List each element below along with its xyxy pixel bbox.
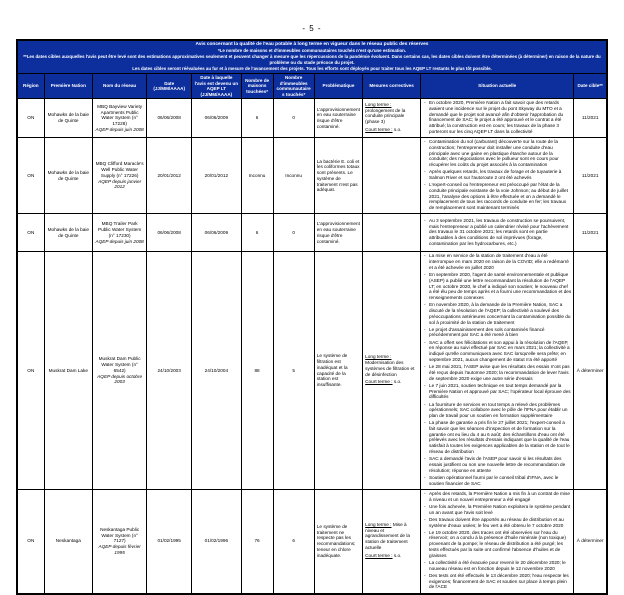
situation-bullet: - Soutien opérationnel fourni par le conseil tribal d'IFNA, avec le soutien financier de SAC (423, 475, 571, 486)
situation-bullet: - SAC a demandé l'avis de l'ASEP pour savoir si les résultats des essais justifient ou non une nouvelle lettre de recommandation de résolution; réponse en attente (423, 456, 571, 473)
cell-immeubles: Inconnu (273, 138, 314, 214)
situation-bullet: - Après quelques retards, les travaux de forage et de tuyauterie à Salmon River et sur l'autoroute 2 ont été achevés (423, 169, 571, 180)
situation-bullet: - En octobre 2020, Première Nation a fait savoir que des retards avaient une incidence sur le projet du pont Skyway du MTO et a demandé que le projet soit avancé afin d'obtenir l'approbation du financement de SAC; le projet a été approuvé et le contrat a été attribué; la construction est en cours; les travaux de la phase 3 porteront sur les cinq AQEP LT dans la collectivité (423, 100, 571, 134)
reseau-name: MBQ Clifford Maracle's Well Public Water Supply (n° 17226) (95, 161, 144, 178)
cell-date-aqep-lt: 01/02/1996 (192, 489, 242, 593)
cell-date-cible: À déterminer (574, 489, 607, 593)
reseau-name: MBQ Bayview Variety Apartments Public Water System (n° 17228) (97, 103, 143, 127)
situation-bullet: - Le projet d'assainissement des sols contaminés financé précédemment par SAC a été mené à bien (423, 327, 571, 338)
cell-mesures (363, 99, 421, 138)
long-terme-label: Long terme : (365, 354, 392, 360)
reseau-aqep-since: AQEP depuis octobre 2003 (97, 373, 143, 385)
cell-problematique: L'approvisionnement en eau souterraine risque d'être contaminé. (314, 214, 362, 252)
cell-maisons: 76 (241, 489, 273, 593)
mesure-court-terme (365, 553, 418, 559)
cell-date: 06/06/2008 (147, 214, 192, 252)
cell-mesures (363, 138, 421, 214)
cell-situation (420, 214, 573, 252)
situation-bullet: - La fourniture de services en tout temps a relevé des problèmes opérationnels; SAC collabore avec le pôle de l'IFNA pour établir un plan de travail pour un soutien en formation supplémentaire (423, 402, 571, 419)
situation-bullet: - Des tests ont été effectués le 13 décembre 2020; l'eau respecte les exigences; financement de SAC et soutien sur place à temps plein de l'ACE (423, 573, 571, 590)
col-nom-reseau: Nom du réseau (93, 74, 147, 99)
table-row (17, 138, 607, 214)
table-row (17, 99, 607, 138)
long-terme-text: Mise à niveau et agrandissement de la station de traitement actuelle (365, 522, 410, 550)
cell-premiere-nation: Mohawks de la baie de Quinte (44, 138, 92, 214)
header-notes (17, 40, 607, 74)
situation-bullet: - Le 7 juin 2021, soutien technique en tout temps demandé par la Première Nation et approuvé par SAC; l'opérateur local éprouve des difficultés (423, 383, 571, 400)
col-premiere-nation: Première Nation (44, 74, 92, 99)
col-problematique: Problématique (314, 74, 362, 99)
cell-immeubles: 5 (273, 252, 314, 489)
col-date: Date (JJ/MM/AAAA) (147, 74, 192, 99)
cell-situation (420, 99, 573, 138)
cell-immeubles: 0 (273, 214, 314, 252)
court-terme-label: Court terme : (365, 126, 393, 132)
cell-premiere-nation: Neskantaga (44, 489, 92, 593)
reseau-name: Muskrat Dam Public Water System (n° 6542) (98, 356, 141, 373)
table-title: Avis concernant la qualité de l'eau potable à long terme en vigueur dans le réseau public des réserves (195, 42, 429, 47)
reseau-aqep-since: AQEP depuis juin 2008 (95, 126, 144, 132)
cell-date-aqep-lt: 06/06/2009 (192, 99, 242, 138)
cell-immeubles: 0 (273, 99, 314, 138)
col-situation: Situation actuelle (420, 74, 573, 99)
cell-situation (420, 138, 573, 214)
reseau-aqep-since: AQEP depuis juin 2008 (95, 238, 144, 244)
long-terme-text: Modernisation des systèmes de filtration et de désinfection (365, 360, 415, 377)
cell-date: 06/06/2008 (147, 99, 192, 138)
col-region: Région (17, 74, 44, 99)
court-terme-text: s.o. (393, 552, 402, 558)
table-row (17, 252, 607, 489)
cell-problematique: Le système de filtration est inadéquat et la capacité de la station est insuffisante. (314, 252, 362, 489)
cell-mesures (363, 214, 421, 252)
mesure-long-terme (365, 102, 418, 125)
situation-bullet: - En septembre 2020, l'agent de santé environnementale et publique (ASEP) a publié une lettre recommandant la résolution de l'AQEP LT; en octobre 2020, le chef a indiqué son soutien; le nouveau chef a été élu peu de temps après et a fourni une recommandation et des renseignements connexes (423, 272, 571, 301)
situation-bullet: - Des travaux doivent être apportés au réseau de distribution et au système d'eaux usées; le feu vert a été obtenu le 7 octobre 2020 (423, 517, 571, 528)
cell-date-aqep-lt: 06/06/2009 (192, 214, 242, 252)
reseau-name: MBQ Trailer Park Public Water System (n° 17230) (97, 221, 142, 238)
situation-bullet: - Au 3 septembre 2021, les travaux de construction se poursuivent, mais l'entrepreneur a publié un calendrier révisé pour l'achèvement des travaux le 31 octobre 2021; les retards sont en partie attribuables à des conditions de sol imprévues (forage, contamination par les hydrocarbures, etc.) (423, 218, 571, 247)
col-maisons: Nombre de maisons touchées* (241, 74, 273, 99)
cell-problematique: La bactérie E. coli et les coliformes totaux sont présents. Le système de traitement n'est pas adéquat. (314, 138, 362, 214)
situation-bullet: - Le 28 mai 2021, l'ASEP avise que les résultats des essais n'ont pas été reçus depuis l'automne 2020; la recommandation de lever l'avis de septembre 2020 exige une autre série d'essais (423, 364, 571, 381)
mesure-long-terme (365, 522, 418, 551)
cell-premiere-nation: Mohawks de la baie de Quinte (44, 99, 92, 138)
cell-premiere-nation: Muskrat Dam Lake (44, 252, 92, 489)
situation-bullet: - La phase de garantie a pris fin le 27 juillet 2021; l'expert-conseil a fait savoir que les séances d'inspection et de formation sur la garantie ont eu lieu du 4 au 6 août; des échantillons d'eau ont été prélevés avec les résultats d'essais indiquant que la qualité de l'eau satisfait à toutes les exigences applicables de la station et de tout le réseau de distribution (423, 420, 571, 454)
cell-date-cible: 11/2021 (574, 214, 607, 252)
long-terme-label: Long terme : (365, 522, 392, 528)
reseau-name: Neskantaga Public Water System (n° 7127) (100, 526, 140, 544)
cell-date-cible: À déterminer (574, 252, 607, 489)
situation-bullet: - SAC a offert ses félicitations et son appui à la résolution de l'AQEP, en réponse au suivi effectué par SAC en mars 2021; la collectivité a indiqué qu'elle communiquera avec SAC lorsqu'elle sera prête; en septembre 2021, aucun changement de statut n'a été apporté (423, 340, 571, 363)
notes-row (17, 40, 607, 74)
cell-region: ON (17, 138, 44, 214)
cell-immeubles: 6 (273, 489, 314, 593)
table-row (17, 489, 607, 593)
cell-mesures (363, 252, 421, 489)
advisories-table (16, 39, 608, 595)
cell-maisons: 6 (241, 214, 273, 252)
cell-nom-reseau (93, 138, 147, 214)
cell-maisons: 6 (241, 99, 273, 138)
cell-region: ON (17, 252, 44, 489)
cell-problematique: Le système de traitement ne respecte pas les recommandations; teneur en chlore inadéquate. (314, 489, 362, 593)
mesure-long-terme (365, 354, 418, 377)
court-terme-text: s.o. (393, 379, 402, 385)
situation-bullet: - La collectivité a été évacuée pour revenir le 20 décembre 2020; le nouveau réseau est en fonction depuis le 12 novembre 2020 (423, 560, 571, 571)
cell-region: ON (17, 214, 44, 252)
situation-bullet: - En novembre 2020, à la demande de la Première Nation, SAC a discuté de la résolution de l'AQEP; la collectivité a soulevé des préoccupations antérieures concernant la contamination possible du sol à proximité de la station de traitement (423, 302, 571, 325)
court-terme-label: Court terme : (365, 552, 393, 558)
cell-region: ON (17, 489, 44, 593)
table-row (17, 214, 607, 252)
cell-situation (420, 489, 573, 593)
cell-maisons: 88 (241, 252, 273, 489)
cell-date: 20/01/2012 (147, 138, 192, 214)
cell-nom-reseau (93, 214, 147, 252)
reseau-aqep-since: AQEP depuis février 1995 (98, 544, 141, 555)
situation-bullet: - La mise en service de la station de traitement d'eau a été interrompue en mars 2020 en raison de la COVID; elle a redémarré et a été achevée en juillet 2020 (423, 253, 571, 270)
note-estimation: *Le nombre de maisons et d'immeubles communautaires touchés n'est qu'une estimation. (217, 48, 407, 54)
cell-maisons: Inconnu (241, 138, 273, 214)
cell-problematique: L'approvisionnement en eau souterraine risque d'être contaminé. (314, 99, 362, 138)
cell-situation (420, 252, 573, 489)
cell-region: ON (17, 99, 44, 138)
cell-date-aqep-lt: 20/01/2012 (192, 138, 242, 214)
mesure-court-terme (365, 127, 418, 133)
reseau-aqep-since: AQEP depuis janvier 2012 (98, 178, 142, 190)
long-terme-label: Long terme : (365, 101, 392, 107)
cell-nom-reseau (93, 252, 147, 489)
col-date-aqep-lt: Date à laquelle l'avis est devenu un AQEP LT (JJ/MM/AAAA) (192, 74, 242, 99)
cell-date-cible: 11/2021 (574, 138, 607, 214)
cell-nom-reseau (93, 99, 147, 138)
col-mesures: Mesures correctives (363, 74, 421, 99)
cell-date-cible: 11/2021 (574, 99, 607, 138)
col-immeubles: Nombre d'immeubles communautaires touchés* (273, 74, 314, 99)
situation-bullet: - Le 19 octobre 2020, des traces ont été observées sur l'eau du réservoir; on a conclu à la présence d'huile minérale (non toxique) provenant de la pompe; le réseau de distribution a été purgé; les tests effectués par la suite ont confirmé l'absence d'huiles et de graisses (423, 530, 571, 559)
note-dates-cibles: **Les dates cibles auxquelles l'avis peut être levé sont des estimations approximatives seulement et peuvent changer à mesure que les répercussions de la pandémie évoluent. Dans certains cas, les dates cibles doivent être déterminées (à déterminer) en raison de la nature du problème ou du stade précoce du projet. (23, 54, 601, 66)
cell-mesures (363, 489, 421, 593)
column-header-row (17, 74, 607, 99)
situation-bullet: - Une fois achevée, la Première Nation exploitera le système pendant un an avant que l'avis soit levé (423, 504, 571, 515)
note-reevaluation: Les dates cibles seront réévaluées au fur et à mesure de l'avancement des projets. Tous les efforts sont déployés pour traiter tous les AQEP LT restants le plus tôt possible. (132, 66, 492, 72)
situation-bullet: - Après des retards, la Première Nation a mis fin à un contrat de mise à niveau et un nouvel entrepreneur a été engagé (423, 491, 571, 502)
table-body (17, 99, 607, 594)
long-terme-text: prolongement de la conduite principale (phase 3) (365, 107, 406, 125)
mesure-court-terme (365, 379, 418, 385)
cell-premiere-nation: Mohawks de la baie de Quinte (44, 214, 92, 252)
cell-date: 24/10/2003 (147, 252, 192, 489)
page-number: - 5 - (302, 24, 322, 33)
situation-bullet: - L'expert-conseil ou l'entrepreneur est préoccupé par l'état de la conduite principale existante de la voie Johnson; au début de juillet 2021, l'analyse des options à être effectuée et on a demandé le remplacement de tous les raccords de conduite en fer; les travaux de remplacement sont maintenant terminés (423, 182, 571, 211)
situation-bullet: - Contamination du sol (carburant) découverte sur la route de la construction; l'entrepreneur doit installer une conduite d'eau principale avec une gaine en plastique étanche autour de la conduite; des négociations avec le pollueur sont en cours pour récupérer les coûts du projet associés à la contamination (423, 139, 571, 168)
cell-date-aqep-lt: 24/10/2004 (192, 252, 242, 489)
col-date-cible: Date cible** (574, 74, 607, 99)
court-terme-text: s.o. (393, 126, 402, 132)
table-header (17, 40, 607, 99)
cell-nom-reseau (93, 489, 147, 593)
court-terme-label: Court terme : (365, 379, 393, 385)
cell-date: 01/02/1995 (147, 489, 192, 593)
